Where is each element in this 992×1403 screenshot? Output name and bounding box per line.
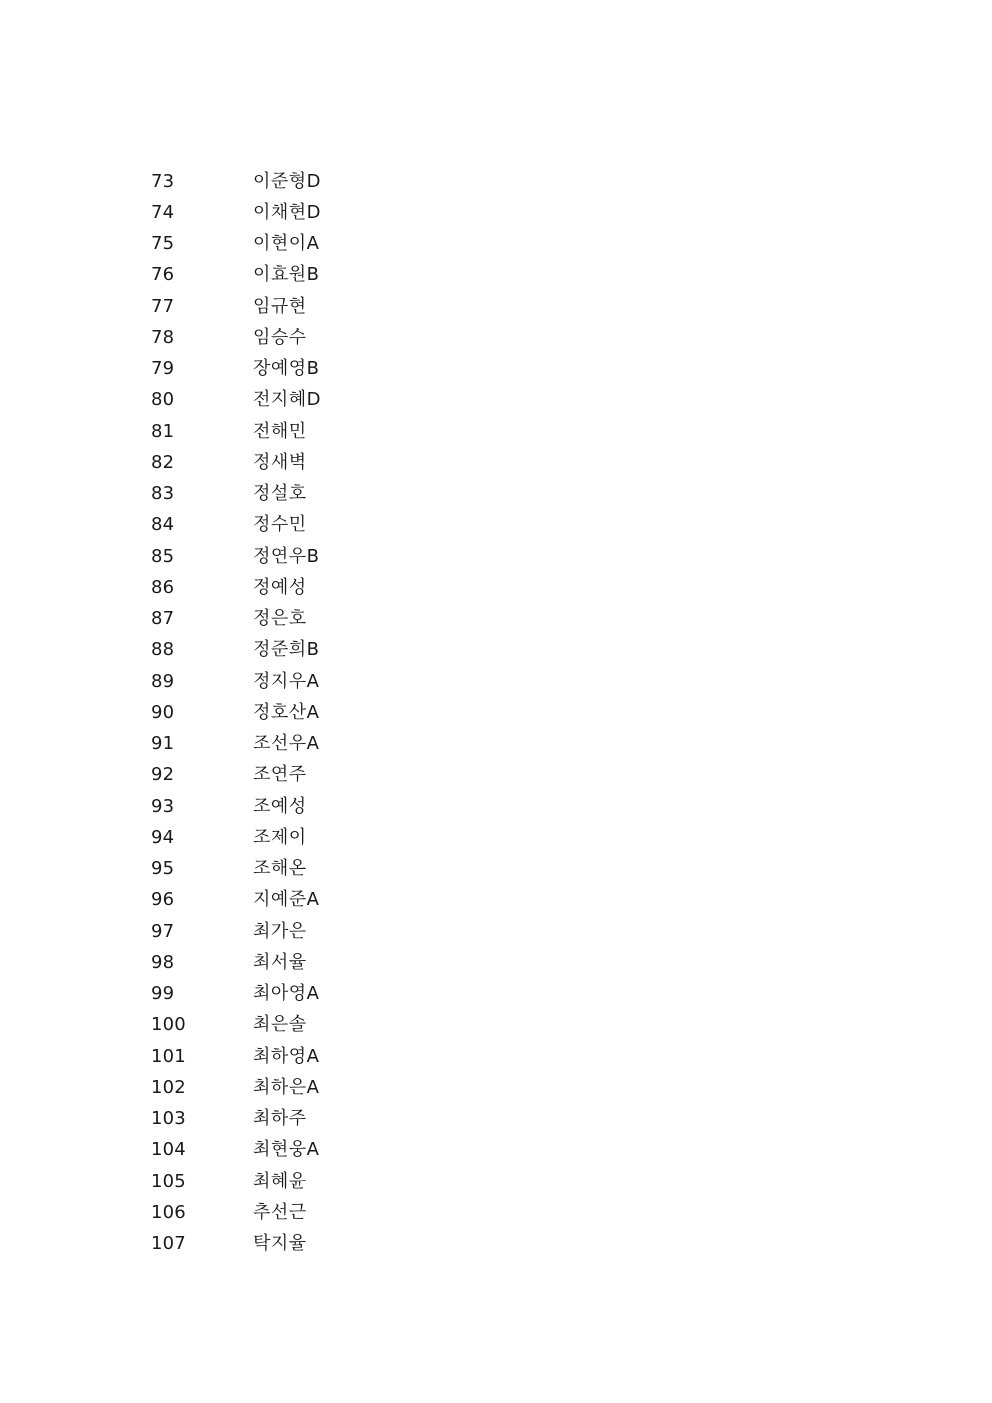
entry-number: 91 bbox=[151, 733, 175, 755]
entry-number: 92 bbox=[151, 764, 175, 786]
entry-number: 88 bbox=[151, 639, 175, 661]
entry-name: 조연주 bbox=[253, 764, 307, 786]
entry-number: 89 bbox=[151, 670, 175, 692]
entry-number: 83 bbox=[151, 483, 175, 505]
list-item bbox=[151, 541, 321, 572]
entry-number: 79 bbox=[151, 358, 175, 380]
entry-name: 정새벽 bbox=[253, 451, 307, 473]
entry-number: 76 bbox=[151, 264, 175, 286]
entry-name: 정지우A bbox=[253, 670, 320, 692]
entry-name: 정설호 bbox=[253, 483, 307, 505]
entry-name: 추선근 bbox=[253, 1201, 307, 1223]
entry-name: 이효원B bbox=[253, 264, 320, 286]
entry-number: 99 bbox=[151, 983, 175, 1005]
list-item bbox=[151, 510, 321, 541]
entry-name: 정호산A bbox=[253, 701, 320, 723]
entry-name: 조제이 bbox=[253, 826, 307, 848]
list-item bbox=[151, 666, 321, 697]
entry-name: 최하주 bbox=[253, 1108, 307, 1130]
entry-name: 최하영A bbox=[253, 1045, 320, 1067]
list-item bbox=[151, 229, 321, 260]
entry-number: 74 bbox=[151, 201, 175, 223]
list-item bbox=[151, 822, 321, 853]
list-item bbox=[151, 572, 321, 603]
list-item bbox=[151, 1010, 321, 1041]
list-item bbox=[151, 166, 321, 197]
entry-name: 임승수 bbox=[253, 326, 307, 348]
entry-number: 73 bbox=[151, 170, 175, 192]
entry-number: 104 bbox=[151, 1139, 186, 1161]
entry-name: 정연우B bbox=[253, 545, 320, 567]
entry-name: 최아영A bbox=[253, 983, 320, 1005]
entry-name: 이준형D bbox=[253, 170, 322, 192]
entry-number: 106 bbox=[151, 1201, 186, 1223]
list-item bbox=[151, 416, 321, 447]
list-item bbox=[151, 791, 321, 822]
list-item bbox=[151, 1041, 321, 1072]
entry-name: 임규현 bbox=[253, 295, 307, 317]
entry-name: 지예준A bbox=[253, 889, 320, 911]
list-item bbox=[151, 197, 321, 228]
entry-number: 105 bbox=[151, 1170, 186, 1192]
entry-number: 77 bbox=[151, 295, 175, 317]
list-item bbox=[151, 1197, 321, 1228]
list-item bbox=[151, 635, 321, 666]
entry-name: 정준희B bbox=[253, 639, 320, 661]
entry-name: 정은호 bbox=[253, 608, 307, 630]
entry-number: 101 bbox=[151, 1045, 186, 1067]
list-item bbox=[151, 885, 321, 916]
list-item bbox=[151, 854, 321, 885]
list-item bbox=[151, 447, 321, 478]
entry-number: 93 bbox=[151, 795, 175, 817]
entry-number: 75 bbox=[151, 233, 175, 255]
entry-number: 107 bbox=[151, 1233, 186, 1255]
entry-name: 전해민 bbox=[253, 420, 307, 442]
entry-number: 82 bbox=[151, 451, 175, 473]
entry-number: 86 bbox=[151, 576, 175, 598]
entry-name: 장예영B bbox=[253, 358, 320, 380]
list-item bbox=[151, 697, 321, 728]
entry-number: 87 bbox=[151, 608, 175, 630]
entry-number: 95 bbox=[151, 858, 175, 880]
entry-name: 이현이A bbox=[253, 233, 320, 255]
list-item bbox=[151, 1229, 321, 1260]
list-item bbox=[151, 979, 321, 1010]
entry-name: 조예성 bbox=[253, 795, 307, 817]
list-item bbox=[151, 916, 321, 947]
entry-name: 최현웅A bbox=[253, 1139, 320, 1161]
entry-name: 정수민 bbox=[253, 514, 307, 536]
entry-name: 최서율 bbox=[253, 951, 307, 973]
list-item bbox=[151, 1104, 321, 1135]
list-item bbox=[151, 604, 321, 635]
list-item bbox=[151, 260, 321, 291]
entry-name: 조해온 bbox=[253, 858, 307, 880]
list-item bbox=[151, 1166, 321, 1197]
entry-name: 이채현D bbox=[253, 201, 322, 223]
entry-number: 85 bbox=[151, 545, 175, 567]
entry-name: 전지혜D bbox=[253, 389, 322, 411]
entry-number: 100 bbox=[151, 1014, 186, 1036]
entry-number: 96 bbox=[151, 889, 175, 911]
entry-number: 94 bbox=[151, 826, 175, 848]
entry-name: 조선우A bbox=[253, 733, 320, 755]
entry-number: 102 bbox=[151, 1076, 186, 1098]
entry-number: 97 bbox=[151, 920, 175, 942]
entry-number: 98 bbox=[151, 951, 175, 973]
list-item bbox=[151, 385, 321, 416]
entry-number: 90 bbox=[151, 701, 175, 723]
entry-name: 정예성 bbox=[253, 576, 307, 598]
entry-name: 최혜윤 bbox=[253, 1170, 307, 1192]
list-item bbox=[151, 354, 321, 385]
entry-number: 81 bbox=[151, 420, 175, 442]
entry-number: 78 bbox=[151, 326, 175, 348]
list-item bbox=[151, 947, 321, 978]
list-item bbox=[151, 1135, 321, 1166]
entry-number: 84 bbox=[151, 514, 175, 536]
name-list bbox=[151, 166, 321, 1260]
list-item bbox=[151, 1072, 321, 1103]
entry-name: 최은솔 bbox=[253, 1014, 307, 1036]
list-item bbox=[151, 729, 321, 760]
list-item bbox=[151, 479, 321, 510]
entry-name: 탁지율 bbox=[253, 1233, 307, 1255]
entry-number: 80 bbox=[151, 389, 175, 411]
entry-name: 최가은 bbox=[253, 920, 307, 942]
list-item bbox=[151, 322, 321, 353]
entry-number: 103 bbox=[151, 1108, 186, 1130]
list-item bbox=[151, 291, 321, 322]
entry-name: 최하은A bbox=[253, 1076, 320, 1098]
list-item bbox=[151, 760, 321, 791]
